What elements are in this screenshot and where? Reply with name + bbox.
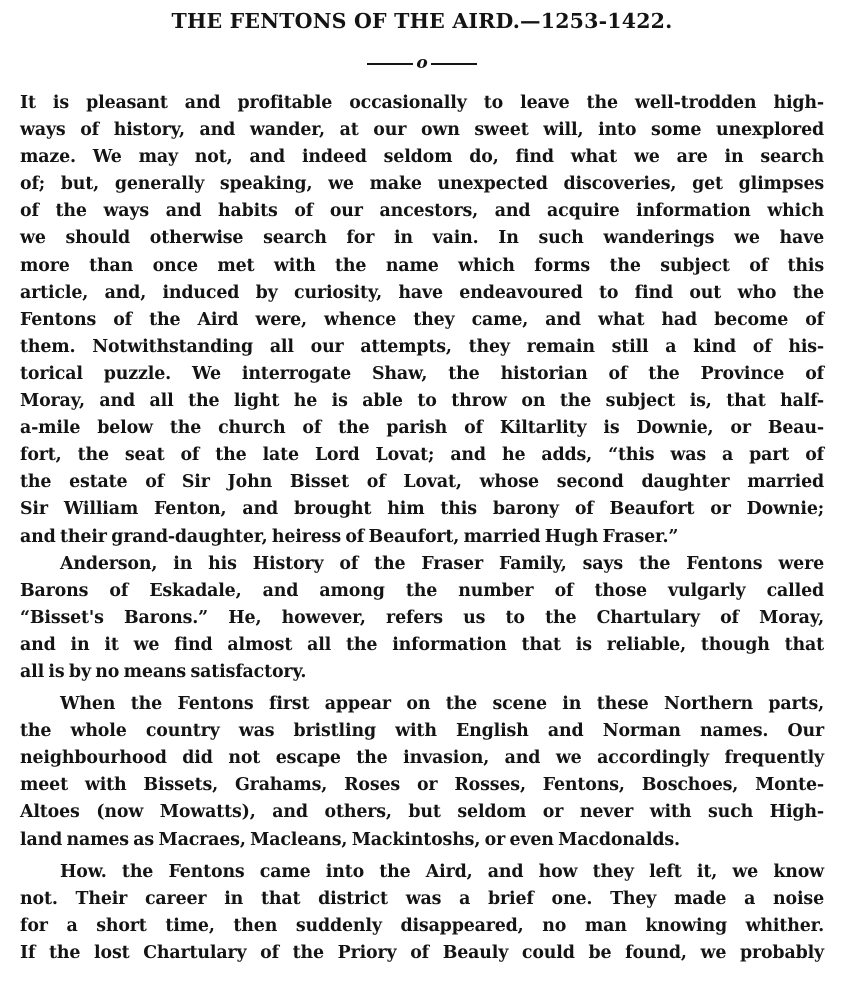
text-line: meet with Bissets, Grahams, Roses or Rosses, Fentons, Boschoes, Monte-	[20, 775, 824, 796]
text-line: Altoes (now Mowatts), and others, but seldom or never with such High-	[20, 802, 824, 823]
text-line: of the ways and habits of our ancestors, and acquire information which	[20, 201, 824, 222]
text-line: the estate of Sir John Bisset of Lovat, whose second daughter married	[20, 472, 824, 493]
text-line: ways of history, and wander, at our own sweet will, into some unexplored	[20, 120, 824, 141]
text-line: and their grand-daughter, heiress of Beaufort, married Hugh Fraser.”	[20, 526, 679, 547]
article-body	[20, 90, 824, 967]
text-line: How. the Fentons came into the Aird, and how they left it, we know	[60, 861, 824, 882]
ornament-rule-left	[367, 63, 413, 65]
text-line: not. Their career in that district was a brief one. They made a noise	[20, 888, 824, 909]
text-line: torical puzzle. We interrogate Shaw, the historian of the Province of	[20, 363, 824, 384]
text-line: land names as Macraes, Macleans, Mackintoshs, or even Macdonalds.	[20, 829, 680, 850]
paragraph-3	[20, 691, 824, 854]
ornament-mark: o	[416, 53, 428, 73]
text-line: all is by no means satisfactory.	[20, 661, 307, 682]
article-title: THE FENTONS OF THE AIRD.—1253-1422.	[171, 9, 673, 33]
text-line: Fentons of the Aird were, whence they came, and what had become of	[20, 309, 824, 330]
text-line: we should otherwise search for in vain. In such wanderings we have	[20, 228, 824, 249]
text-line: Anderson, in his History of the Fraser Family, says the Fentons were	[60, 553, 824, 574]
ornament-rule-right	[431, 63, 477, 65]
text-line: Moray, and all the light he is able to throw on the subject is, that half-	[20, 391, 824, 412]
paragraph-4	[20, 859, 824, 967]
paragraph-1	[20, 90, 824, 551]
text-line: and in it we find almost all the information that is reliable, though that	[20, 634, 824, 655]
text-line: of; but, generally speaking, we make unexpected discoveries, get glimpses	[20, 174, 824, 195]
text-line: for a short time, then suddenly disappeared, no man knowing whither.	[20, 915, 824, 936]
text-line: If the lost Chartulary of the Priory of Beauly could be found, we probably	[20, 942, 824, 963]
paragraph-2	[20, 551, 824, 686]
text-line: more than once met with the name which forms the subject of this	[20, 255, 824, 276]
text-line: fort, the seat of the late Lord Lovat; and he adds, “this was a part of	[20, 445, 824, 466]
text-line: neighbourhood did not escape the invasion, and we accordingly frequently	[20, 748, 824, 769]
text-line: them. Notwithstanding all our attempts, they remain still a kind of his-	[20, 336, 824, 357]
text-line: It is pleasant and profitable occasionally to leave the well-trodden high-	[20, 93, 824, 113]
text-line: article, and, induced by curiosity, have endeavoured to find out who the	[20, 282, 824, 303]
text-line: Barons of Eskadale, and among the number of those vulgarly called	[20, 580, 824, 601]
text-line: “Bisset's Barons.” He, however, refers us to the Chartulary of Moray,	[20, 607, 824, 628]
text-line: Sir William Fenton, and brought him this barony of Beaufort or Downie;	[20, 499, 824, 520]
text-line: the whole country was bristling with English and Norman names. Our	[20, 721, 824, 742]
text-line: maze. We may not, and indeed seldom do, find what we are in search	[20, 147, 824, 168]
text-line: When the Fentons first appear on the scene in these Northern parts,	[60, 694, 824, 715]
title-ornament-divider	[20, 52, 824, 74]
text-line: a-mile below the church of the parish of Kiltarlity is Downie, or Beau-	[20, 418, 824, 439]
